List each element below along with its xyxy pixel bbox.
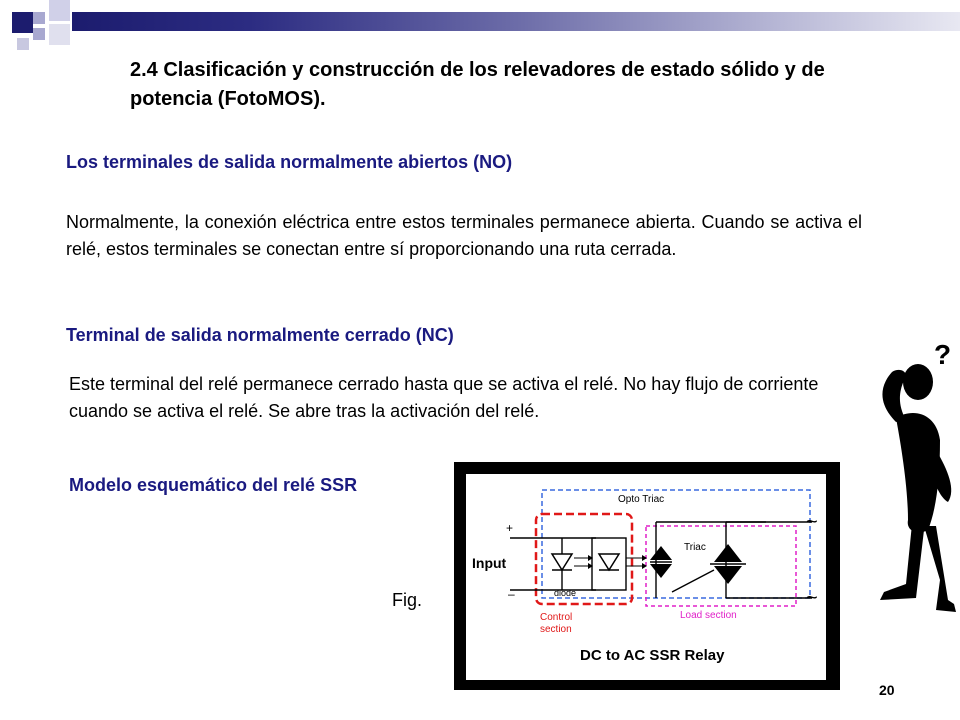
led-diode-symbol — [552, 554, 572, 570]
input-label: Input — [472, 555, 507, 571]
person-leg-right — [924, 526, 956, 612]
question-mark: ? — [934, 339, 952, 370]
ssr-relay-figure — [454, 462, 840, 690]
heading-nc: Terminal de salida normalmente cerrado (NC) — [66, 325, 454, 345]
input-minus: – — [508, 587, 515, 601]
opto-triac-outline — [542, 490, 810, 598]
figure-label: Fig. — [392, 590, 423, 610]
ac-symbol-top: ~ — [806, 511, 818, 533]
decor-square-5 — [17, 38, 29, 50]
header-bar — [72, 12, 960, 31]
page-number: 20 — [879, 682, 895, 698]
diode-label: diode — [554, 588, 577, 598]
thinking-person-illustration — [836, 330, 960, 620]
paragraph-no: Normalmente, la conexión eléctrica entre estos terminales permanece abierta. Cuando se activa el relé, estos terminales se conectan entre sí proporcionando una ruta cerrada. — [66, 212, 862, 259]
triac-label: Triac — [684, 542, 706, 553]
triac-symbol — [714, 544, 742, 562]
heading-no: Los terminales de salida normalmente abiertos (NO) — [66, 152, 513, 172]
person-leg-left — [880, 524, 924, 600]
opto-triac-label: Opto Triac — [618, 494, 665, 505]
diagram-caption: DC to AC SSR Relay — [580, 647, 725, 664]
heading-model: Modelo esquemático del relé SSR — [69, 475, 358, 495]
person-arm-raised — [882, 370, 906, 422]
ac-symbol-bottom: ~ — [806, 587, 818, 609]
decor-square-3 — [49, 0, 70, 21]
input-plus: + — [506, 521, 514, 535]
decor-square-6 — [49, 24, 70, 45]
decor-square-2 — [33, 12, 45, 24]
decor-square-4 — [33, 28, 45, 40]
control-label-1: Control — [540, 612, 573, 623]
photo-diode-symbol — [599, 554, 619, 570]
person-head — [903, 364, 933, 400]
ssr-figure-panel — [466, 474, 826, 680]
control-label-2: section — [540, 624, 572, 635]
decor-square-1 — [12, 12, 33, 33]
slide-title: 2.4 Clasificación y construcción de los relevadores de estado sólido y de potencia (FotoMOS). — [130, 59, 825, 110]
ssr-schematic — [466, 474, 826, 680]
load-section-label: Load section — [680, 610, 737, 621]
opto-triac-symbol — [650, 546, 672, 560]
paragraph-nc: Este terminal del relé permanece cerrado hasta que se activa el relé. No hay flujo de corriente cuando se activa el relé. Se abre tras la activación del relé. — [69, 374, 819, 421]
